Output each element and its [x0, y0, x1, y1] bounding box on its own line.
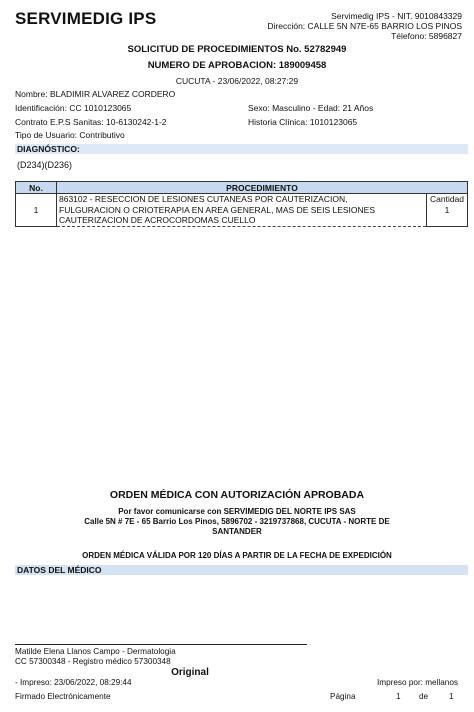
page-label: Página	[330, 692, 356, 701]
validity-notice: ORDEN MÉDICA VÁLIDA POR 120 DÍAS A PARTIR DE LA FECHA DE EXPEDICIÓN	[82, 551, 392, 560]
procedure-line: 863102 - RESECCION DE LESIONES CUTANEAS POR CAUTERIZACION,	[59, 194, 348, 204]
authorization-address: Calle 5N # 7E - 65 Barrio Los Pinos, 5896702 - 3219737868, CUCUTA - NORTE DE	[84, 517, 390, 526]
doctor-band	[15, 565, 468, 575]
approval-number-title: NUMERO DE APROBACION: 189009458	[147, 60, 327, 71]
procedures-header-row	[16, 182, 468, 194]
quantity-label: Cantidad	[429, 194, 465, 204]
diagnosis-codes: (D234)(D236)	[17, 160, 73, 170]
request-number-title: SOLICITUD DE PROCEDIMIENTOS No. 52782949	[127, 44, 347, 55]
table-row	[16, 194, 468, 227]
brand-name: SERVIMEDIG IPS	[15, 9, 157, 28]
col-header-procedure: PROCEDIMIENTO	[57, 182, 468, 194]
authorization-contact: Por favor comunicarse con SERVIMEDIG DEL NORTE IPS SAS	[118, 507, 356, 516]
doctor-section-label: DATOS DEL MÉDICO	[17, 565, 102, 575]
diagnosis-label: DIAGNÓSTICO:	[17, 144, 80, 154]
signed-electronically: Firmado Electrónicamente	[15, 692, 111, 701]
page-of-label: de	[419, 692, 429, 701]
doctor-name: Matilde Elena Llanos Campo - Dermatologia	[15, 647, 176, 656]
quantity-cell	[427, 194, 468, 227]
quantity-value: 1	[444, 204, 450, 215]
printed-date: - Impreso: 23/06/2022, 08:29:44	[15, 678, 132, 687]
page-total: 1	[449, 692, 454, 701]
page-number: 1	[396, 692, 401, 701]
procedure-line: FULGURACION O CRIOTERAPIA EN AREA GENERAL, MAS DE SEIS LESIONES	[59, 204, 375, 215]
patient-id: Identificación: CC 1010123065	[15, 103, 132, 113]
patient-sex-age: Sexo: Masculino - Edad: 21 Años	[248, 103, 374, 113]
row-number: 1	[16, 194, 57, 227]
company-address: Dirección: CALLE 5N N7E-65 BARRIO LOS PINOS	[267, 21, 462, 31]
signature-line	[15, 644, 307, 645]
original-label: Original	[171, 667, 209, 678]
company-nit: Servimedig IPS - NIT. 9010843329	[331, 11, 462, 21]
company-phone: Télefono: 5896827	[391, 31, 462, 41]
doctor-registration: CC 57300348 - Registro médico 57300348	[15, 657, 171, 666]
procedure-description	[57, 194, 427, 227]
patient-user-type: Tipo de Usuario: Contributivo	[15, 130, 125, 140]
procedure-line: CAUTERIZACION DE ACROCORDOMAS CUELLO	[59, 215, 256, 225]
col-header-no: No.	[16, 182, 57, 194]
authorization-address-cont: SANTANDER	[212, 527, 262, 536]
patient-contract: Contrato E.P.S Sanitas: 10-6130242-1-2	[15, 117, 167, 127]
procedures-table	[15, 181, 468, 227]
patient-name: Nombre: BLADIMIR ALVAREZ CORDERO	[15, 89, 176, 99]
place-date: CUCUTA - 23/06/2022, 08:27:29	[175, 76, 299, 86]
printed-by: Impreso por: mellanos	[377, 678, 458, 687]
patient-history: Historia Clínica: 1010123065	[248, 117, 358, 127]
diagnosis-band	[15, 144, 468, 154]
authorization-title: ORDEN MÉDICA CON AUTORIZACIÓN APROBADA	[109, 489, 365, 501]
